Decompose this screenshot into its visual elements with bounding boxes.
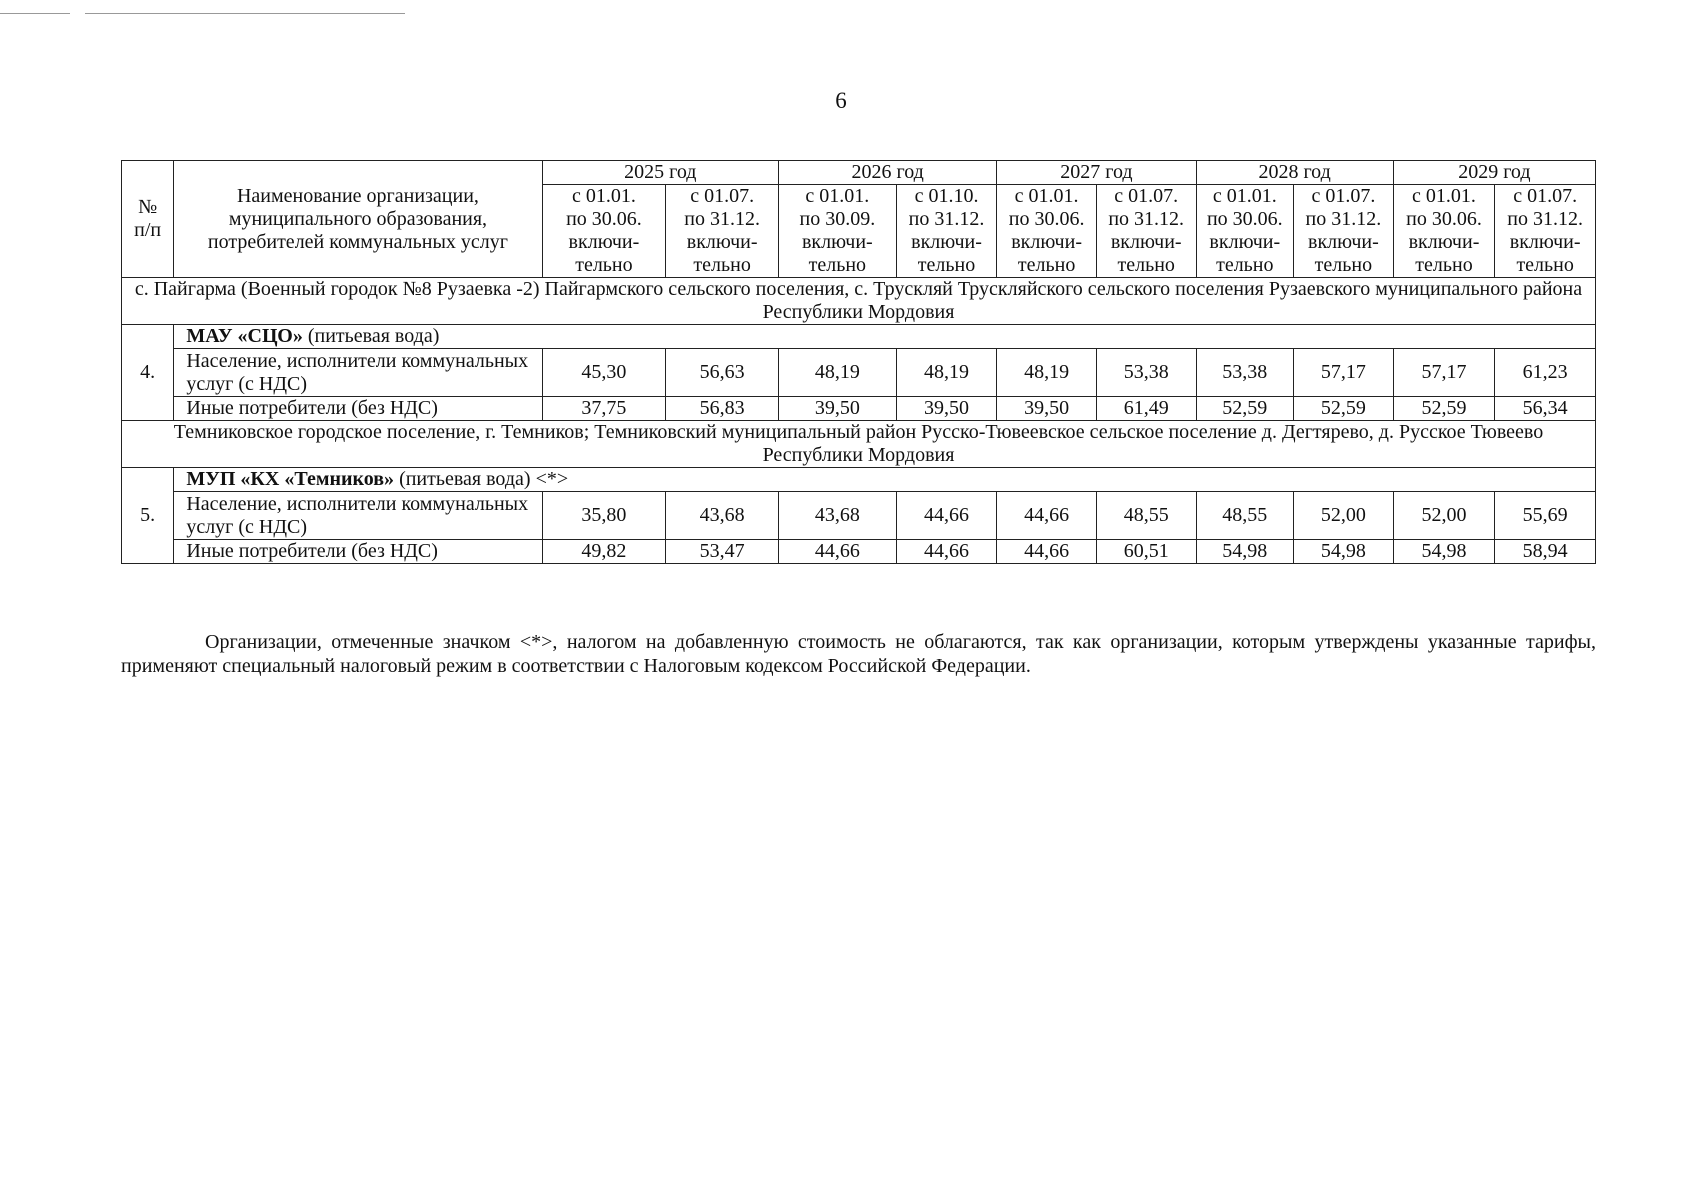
- tariff-table-body: [122, 161, 1596, 564]
- period-header: с 01.10. по 31.12. включи- тельно: [896, 185, 997, 278]
- tariff-value: 61,23: [1495, 349, 1596, 397]
- tariff-value: 57,17: [1393, 349, 1495, 397]
- tariff-value: 44,66: [896, 540, 997, 564]
- period-header: с 01.07. по 31.12. включи- тельно: [1096, 185, 1196, 278]
- table-row: [122, 349, 1596, 397]
- org-name-bold: МУП «КХ «Темников»: [186, 468, 395, 490]
- org-row: [122, 325, 1596, 349]
- org-name: [174, 325, 1596, 349]
- region-row: [122, 278, 1596, 325]
- consumer-category: Население, исполнители коммунальных услуг (с НДС): [174, 492, 542, 540]
- period-header: с 01.07. по 31.12. включи- тельно: [1495, 185, 1596, 278]
- tariff-table: [121, 160, 1596, 564]
- year-header: 2029 год: [1393, 161, 1595, 185]
- tariff-value: 48,55: [1096, 492, 1196, 540]
- tariff-value: 37,75: [542, 397, 666, 421]
- org-row: [122, 468, 1596, 492]
- tariff-value: 48,19: [896, 349, 997, 397]
- tariff-value: 43,68: [778, 492, 896, 540]
- period-header: с 01.07. по 31.12. включи- тельно: [1294, 185, 1394, 278]
- tariff-value: 55,69: [1495, 492, 1596, 540]
- period-header: с 01.07. по 31.12. включи- тельно: [666, 185, 779, 278]
- period-header: с 01.01. по 30.06. включи- тельно: [1393, 185, 1495, 278]
- table-row: [122, 540, 1596, 564]
- tariff-value: 57,17: [1294, 349, 1394, 397]
- consumer-category: Иные потребители (без НДС): [174, 397, 542, 421]
- tariff-value: 48,55: [1196, 492, 1294, 540]
- tariff-value: 54,98: [1196, 540, 1294, 564]
- period-header: с 01.01. по 30.09. включи- тельно: [778, 185, 896, 278]
- consumer-category: Иные потребители (без НДС): [174, 540, 542, 564]
- tariff-value: 52,59: [1393, 397, 1495, 421]
- row-number: 4.: [122, 325, 174, 421]
- tariff-value: 60,51: [1096, 540, 1196, 564]
- table-row: [122, 492, 1596, 540]
- tariff-value: 45,30: [542, 349, 666, 397]
- tariff-value: 44,66: [896, 492, 997, 540]
- tariff-value: 48,19: [778, 349, 896, 397]
- tariff-value: 44,66: [997, 540, 1097, 564]
- tariff-value: 43,68: [666, 492, 779, 540]
- col-name-header: Наименование организации, муниципального образования, потребителей коммунальных услуг: [174, 161, 542, 278]
- tariff-value: 39,50: [997, 397, 1097, 421]
- tariff-value: 39,50: [778, 397, 896, 421]
- org-name-bold: МАУ «СЦО»: [186, 325, 303, 347]
- header-rule-right: [85, 13, 405, 14]
- col-number-header: № п/п: [122, 161, 174, 278]
- consumer-category: Население, исполнители коммунальных услуг (с НДС): [174, 349, 542, 397]
- region-name: с. Пайгарма (Военный городок №8 Рузаевка -2) Пайгармского сельского поселения, с. Трускляй Трускляйского сельского поселения Рузаевского муниципального района Республики Мордовия: [122, 278, 1596, 325]
- tariff-value: 52,59: [1196, 397, 1294, 421]
- region-name: Темниковское городское поселение, г. Темников; Темниковский муниципальный район Русско-Тювеевское сельское поселение д. Дегтярево, д. Русское Тювеево Республики Мордовия: [122, 421, 1596, 468]
- tariff-value: 35,80: [542, 492, 666, 540]
- tariff-value: 44,66: [997, 492, 1097, 540]
- period-header: с 01.01. по 30.06. включи- тельно: [1196, 185, 1294, 278]
- tariff-value: 56,34: [1495, 397, 1596, 421]
- tariff-value: 52,00: [1393, 492, 1495, 540]
- tariff-value: 61,49: [1096, 397, 1196, 421]
- page-number: 6: [835, 88, 847, 113]
- org-name-suffix: (питьевая вода) <*>: [394, 468, 569, 490]
- tariff-value: 58,94: [1495, 540, 1596, 564]
- tariff-value: 44,66: [778, 540, 896, 564]
- tariff-value: 53,38: [1096, 349, 1196, 397]
- year-header: 2026 год: [778, 161, 996, 185]
- tariff-value: 48,19: [997, 349, 1097, 397]
- year-header: 2028 год: [1196, 161, 1393, 185]
- tariff-value: 54,98: [1393, 540, 1495, 564]
- tariff-value: 54,98: [1294, 540, 1394, 564]
- year-header: 2025 год: [542, 161, 778, 185]
- year-header: 2027 год: [997, 161, 1196, 185]
- footnote: Организации, отмеченные значком <*>, налогом на добавленную стоимость не облагаются, так как организации, которым утверждены указанные тарифы, применяют специальный налоговый режим в соответствии с Налоговым кодексом Российской Федерации.: [121, 631, 1596, 677]
- header-rule-left: [0, 13, 70, 14]
- tariff-value: 53,47: [666, 540, 779, 564]
- tariff-value: 39,50: [896, 397, 997, 421]
- tariff-value: 56,83: [666, 397, 779, 421]
- period-header: с 01.01. по 30.06. включи- тельно: [542, 185, 666, 278]
- org-name: [174, 468, 1596, 492]
- tariff-value: 49,82: [542, 540, 666, 564]
- tariff-value: 52,59: [1294, 397, 1394, 421]
- header-row-years: [122, 161, 1596, 185]
- period-header: с 01.01. по 30.06. включи- тельно: [997, 185, 1097, 278]
- row-number: 5.: [122, 468, 174, 564]
- table-row: [122, 397, 1596, 421]
- region-row: [122, 421, 1596, 468]
- org-name-suffix: (питьевая вода): [302, 325, 440, 347]
- tariff-value: 56,63: [666, 349, 779, 397]
- tariff-value: 52,00: [1294, 492, 1394, 540]
- tariff-value: 53,38: [1196, 349, 1294, 397]
